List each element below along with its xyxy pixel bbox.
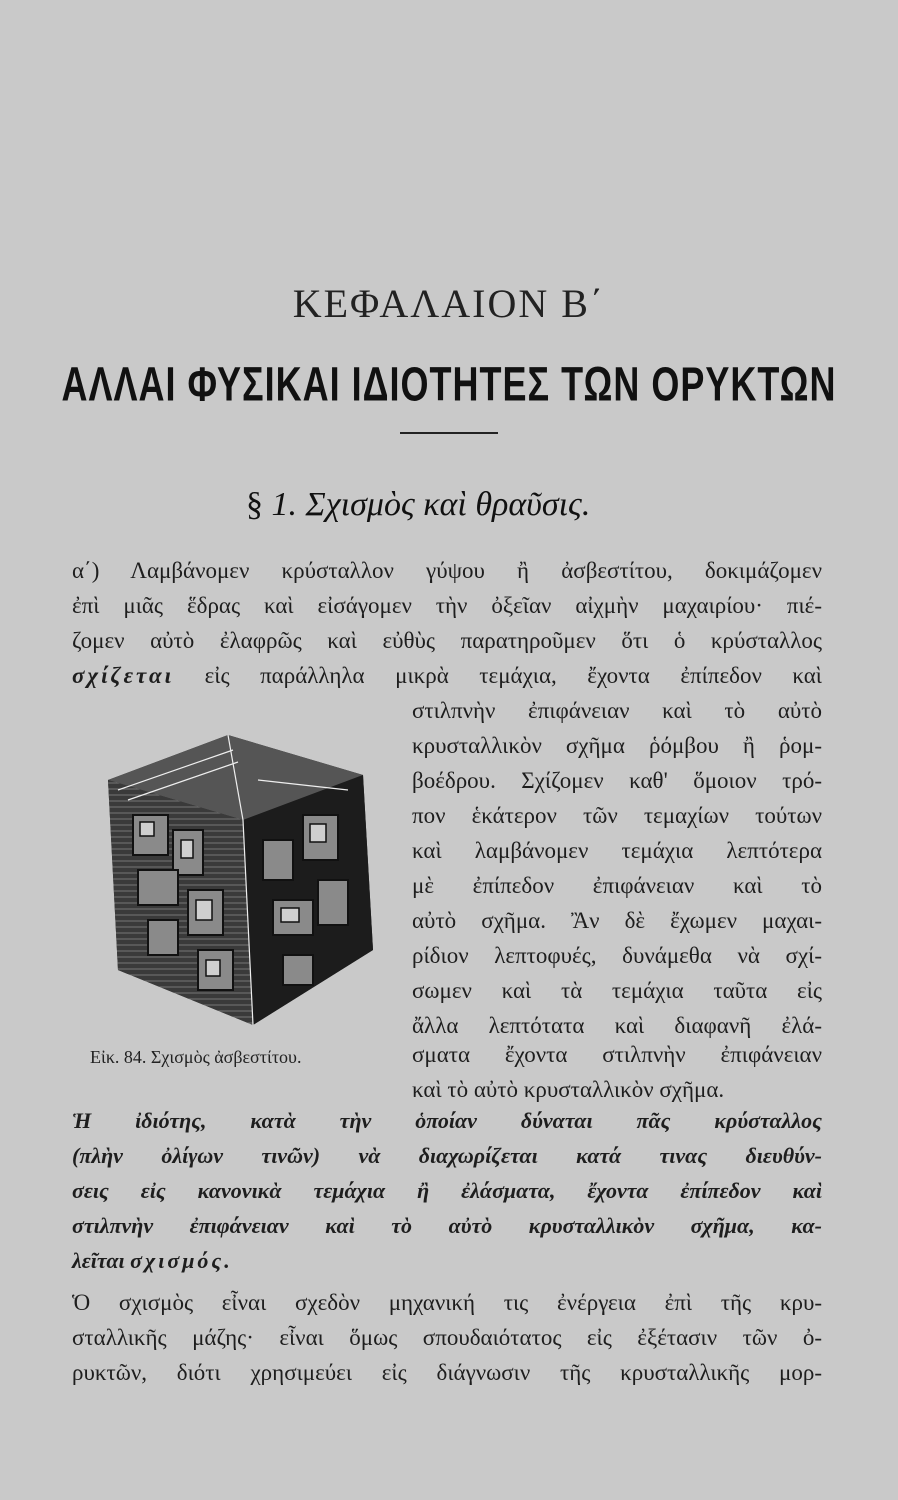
text-line: στιλπνὴν ἐπιφάνειαν καὶ τὸ αὐτὸ κρυσταλλικὸν σχῆμα, κα- — [72, 1213, 822, 1238]
text-line: (πλὴν ὀλίγων τινῶν) νὰ διαχωρίζεται κατά τινας διευθύν- — [72, 1143, 822, 1168]
text-line: σεις εἰς κανονικὰ τεμάχια ἢ ἐλάσματα, ἔχοντα ἐπίπεδον καὶ — [72, 1178, 822, 1203]
section-title: Σχισμὸς καὶ θραῦσις. — [305, 486, 591, 523]
text-line: στιλπνὴν ἐπιφάνειαν καὶ τὸ αὐτὸ — [412, 698, 822, 723]
emphasized-term: σχίζεται — [72, 663, 175, 688]
text-line: βοέδρου. Σχίζομεν καθ' ὅμοιον τρό- — [412, 768, 822, 793]
text-line: καὶ τὸ αὐτὸ κρυσταλλικὸν σχῆμα. — [412, 1077, 725, 1102]
text-line — [72, 663, 822, 689]
chapter-title: ΑΛΛΑΙ ΦΥΣΙΚΑΙ ΙΔΙΟΤΗΤΕΣ ΤΩΝ ΟΡΥΚΤΩΝ — [61, 356, 837, 412]
section-heading — [246, 486, 590, 524]
text-line — [72, 1248, 233, 1274]
text-line: Ὁ σχισμὸς εἶναι σχεδὸν μηχανική τις ἐνέργεια ἐπὶ τῆς κρυ- — [72, 1290, 822, 1315]
text-line: ρίδιον λεπτοφυές, δυνάμεθα νὰ σχί- — [412, 943, 822, 968]
text-line: Ἡ ἰδιότης, κατὰ τὴν ὁποίαν δύναται πᾶς κρύσταλλος — [72, 1108, 822, 1133]
title-divider — [400, 432, 498, 434]
text-line: σταλλικῆς μάζης· εἶναι ὅμως σπουδαιότατος εἰς ἐξέτασιν τῶν ὀ- — [72, 1325, 822, 1350]
calcite-crystal-figure — [78, 720, 388, 1040]
text-span: λεῖται — [72, 1248, 125, 1273]
text-line: ρυκτῶν, διότι χρησιμεύει εἰς διάγνωσιν τῆς κρυσταλλικῆς μορ- — [72, 1360, 822, 1385]
text-line: κρυσταλλικὸν σχῆμα ῥόμβου ἢ ῥομ- — [412, 733, 822, 758]
text-line: πον ἑκάτερον τῶν τεμαχίων τούτων — [412, 803, 822, 828]
text-line: ἐπὶ μιᾶς ἕδρας καὶ εἰσάγομεν τὴν ὀξεῖαν αἰχμὴν μαχαιρίου· πιέ- — [72, 593, 822, 618]
section-symbol: § — [246, 486, 263, 523]
text-line: αὐτὸ σχῆμα. Ἂν δὲ ἔχωμεν μαχαι- — [412, 908, 822, 933]
text-line: ἄλλα λεπτότατα καὶ διαφανῆ ἐλά- — [412, 1013, 822, 1038]
text-line: σματα ἔχοντα στιλπνὴν ἐπιφάνειαν — [412, 1042, 822, 1067]
figure-caption: Εἰκ. 84. Σχισμὸς ἀσβεστίτου. — [90, 1047, 302, 1067]
text-span: εἰς παράλληλα μικρὰ τεμάχια, ἔχοντα ἐπίπεδον καὶ — [204, 663, 822, 688]
text-line: ζομεν αὐτὸ ἐλαφρῶς καὶ εὐθὺς παρατηροῦμεν ὅτι ὁ κρύσταλλος — [72, 628, 822, 653]
chapter-heading: ΚΕΦΑΛΑΙΟΝ Β΄ — [292, 281, 606, 326]
text-line: σωμεν καὶ τὰ τεμάχια ταῦτα εἰς — [412, 978, 822, 1003]
defined-term: σχισμός. — [130, 1248, 233, 1273]
text-line: μὲ ἐπίπεδον ἐπιφάνειαν καὶ τὸ — [412, 873, 822, 898]
text-line: καὶ λαμβάνομεν τεμάχια λεπτότερα — [412, 838, 822, 863]
text-line: α΄) Λαμβάνομεν κρύσταλλον γύψου ἢ ἀσβεστίτου, δοκιμάζομεν — [72, 558, 822, 583]
section-number: 1. — [271, 486, 297, 523]
